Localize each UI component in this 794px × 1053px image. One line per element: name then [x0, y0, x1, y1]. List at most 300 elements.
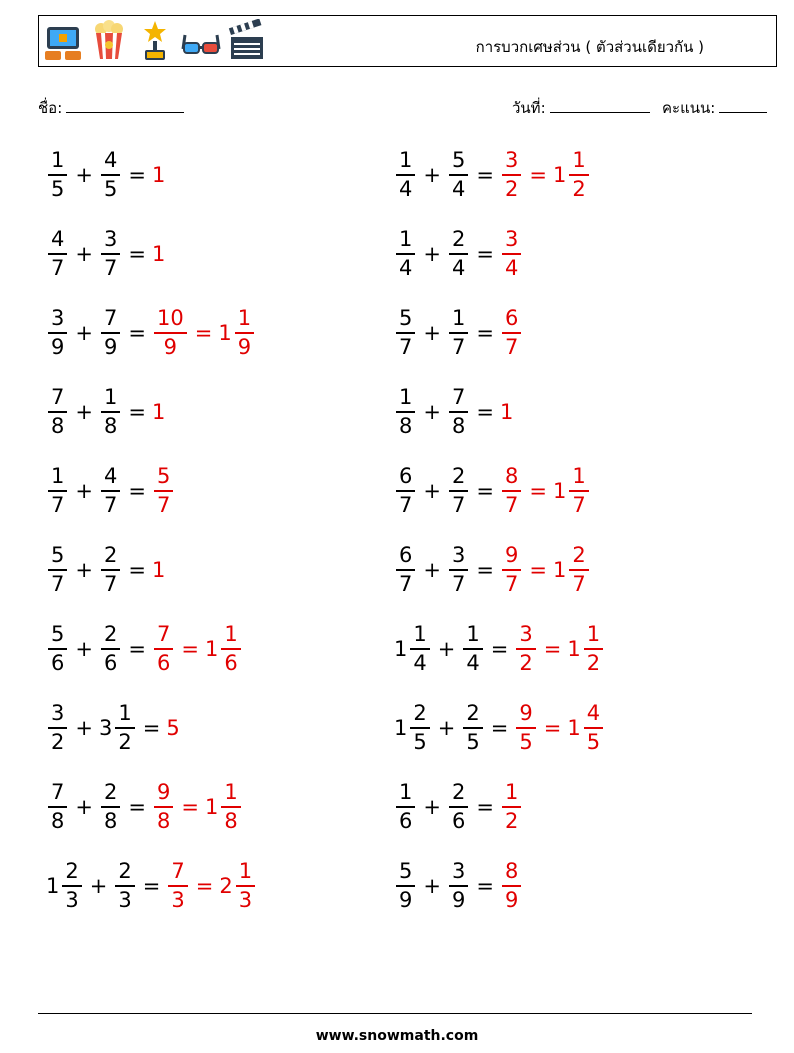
whole-part: 1: [567, 716, 581, 740]
answer: [152, 163, 166, 187]
3d-glasses-icon: [181, 19, 221, 63]
denominator: 7: [103, 572, 118, 596]
answer: [205, 782, 243, 832]
denominator: 2: [504, 809, 519, 833]
denominator: 2: [118, 730, 132, 754]
denominator: 8: [224, 809, 238, 833]
fraction: [449, 229, 468, 279]
denominator: 7: [103, 256, 118, 280]
denominator: 9: [237, 335, 252, 359]
whole-part: 1: [552, 558, 567, 582]
numerator: 2: [569, 545, 588, 571]
answer: [166, 861, 189, 911]
mixed-number: [447, 308, 470, 358]
plus-sign: +: [75, 321, 93, 345]
mixed-number: [394, 703, 432, 753]
footer-url: www.snowmath.com: [315, 1028, 479, 1044]
whole-part: 1: [567, 637, 581, 661]
answer: [514, 703, 537, 753]
denominator: 8: [103, 809, 118, 833]
denominator: 7: [156, 493, 171, 517]
score-blank[interactable]: [719, 98, 767, 113]
score-label: คะแนน:: [662, 99, 716, 117]
numerator: 1: [48, 466, 67, 492]
denominator: 9: [51, 335, 65, 359]
answer: [500, 229, 523, 279]
denominator: 7: [451, 335, 466, 359]
fraction: [62, 861, 81, 911]
mixed-number: [394, 545, 417, 595]
numerator: 5: [154, 466, 173, 492]
denominator: 2: [504, 177, 519, 201]
denominator: 9: [103, 335, 118, 359]
denominator: 7: [504, 493, 519, 517]
denominator: 8: [156, 809, 171, 833]
equals-sign: =: [543, 637, 562, 661]
numerator: 1: [396, 229, 415, 255]
numerator: 2: [449, 229, 468, 255]
equals-sign: =: [128, 558, 146, 582]
numerator: 1: [396, 387, 415, 413]
fraction: [48, 466, 67, 516]
fraction: [449, 308, 468, 358]
fraction: [396, 782, 415, 832]
answer: [152, 400, 166, 424]
problem-11: [46, 540, 166, 600]
name-label: ชื่อ:: [38, 99, 63, 117]
fraction: [410, 703, 429, 753]
numerator: 1: [569, 466, 588, 492]
fraction: [449, 466, 468, 516]
fraction: [396, 545, 415, 595]
fraction: [449, 545, 468, 595]
fraction: [101, 229, 120, 279]
fraction: [221, 624, 240, 674]
whole-part: 1: [394, 637, 408, 661]
numerator: 8: [502, 466, 521, 492]
fraction: [502, 229, 521, 279]
trophy-icon: [135, 19, 175, 63]
denominator: 7: [103, 493, 118, 517]
fraction: [569, 545, 588, 595]
equals-sign: =: [181, 795, 199, 819]
fraction: [396, 861, 415, 911]
problem-7: [46, 382, 166, 442]
numerator: 1: [584, 624, 603, 650]
equals-sign: =: [529, 479, 547, 503]
whole-part: 1: [218, 321, 232, 345]
plus-sign: +: [75, 479, 93, 503]
mixed-number: [46, 624, 69, 674]
numerator: 2: [449, 466, 468, 492]
date-blank[interactable]: [550, 98, 650, 113]
plus-sign: +: [437, 637, 456, 661]
numerator: 8: [502, 861, 521, 887]
denominator: 7: [504, 572, 519, 596]
numerator: 2: [62, 861, 81, 887]
denominator: 5: [586, 730, 601, 754]
problem-5: [46, 303, 256, 363]
fraction: [48, 308, 67, 358]
denominator: 4: [413, 651, 427, 675]
date-field[interactable]: [512, 96, 650, 120]
denominator: 3: [118, 888, 132, 912]
fraction: [502, 150, 521, 200]
equals-sign: =: [128, 637, 146, 661]
whole-part: 1: [394, 716, 408, 740]
fraction: [101, 466, 120, 516]
mixed-number: [447, 861, 470, 911]
equals-sign: =: [142, 716, 161, 740]
equals-sign: =: [128, 163, 146, 187]
problem-9: [46, 461, 175, 521]
answer: [553, 545, 591, 595]
numerator: 4: [101, 466, 120, 492]
answer: [166, 716, 180, 740]
score-field[interactable]: [662, 96, 767, 120]
denominator: 7: [399, 335, 413, 359]
equals-sign: =: [476, 242, 494, 266]
numerator: 1: [396, 150, 415, 176]
whole-part: 3: [98, 716, 113, 740]
denominator: 8: [399, 414, 413, 438]
problem-14: [394, 619, 605, 679]
numerator: 7: [101, 308, 120, 334]
denominator: 9: [163, 335, 178, 359]
whole-part: 1: [46, 874, 60, 898]
plus-sign: +: [89, 874, 108, 898]
numerator: 1: [221, 624, 240, 650]
plus-sign: +: [423, 163, 441, 187]
fraction: [584, 703, 603, 753]
equals-sign: =: [529, 163, 547, 187]
mixed-number: [99, 466, 122, 516]
denominator: 8: [103, 414, 118, 438]
numerator: 7: [449, 387, 468, 413]
whole-part: 1: [552, 163, 567, 187]
mixed-number: [447, 545, 470, 595]
mixed-number: [447, 782, 470, 832]
fraction: [396, 229, 415, 279]
answer: [500, 466, 523, 516]
whole-part: 5: [166, 716, 180, 740]
fraction: [396, 466, 415, 516]
problem-1: [46, 145, 166, 205]
problem-2: [394, 145, 591, 205]
problem-17: [46, 777, 243, 837]
denominator: 7: [51, 256, 65, 280]
denominator: 5: [51, 177, 65, 201]
numerator: 1: [115, 703, 134, 729]
plus-sign: +: [75, 242, 93, 266]
plus-sign: +: [423, 479, 441, 503]
numerator: 2: [463, 703, 482, 729]
plus-sign: +: [423, 874, 441, 898]
mixed-number: [99, 545, 122, 595]
numerator: 1: [235, 308, 254, 334]
plus-sign: +: [423, 795, 441, 819]
numerator: 1: [463, 624, 482, 650]
fraction: [101, 150, 120, 200]
whole-part: 1: [204, 795, 219, 819]
mixed-number: [394, 229, 417, 279]
equals-sign: =: [490, 637, 509, 661]
numerator: 7: [48, 782, 67, 808]
equals-sign: =: [476, 321, 494, 345]
fraction: [396, 150, 415, 200]
monitor-icon: [43, 19, 83, 63]
numerator: 1: [236, 861, 255, 887]
numerator: 3: [516, 624, 535, 650]
whole-part: 1: [151, 242, 166, 266]
fraction: [221, 782, 240, 832]
denominator: 6: [103, 651, 118, 675]
mixed-number: [46, 229, 69, 279]
fraction: [516, 624, 535, 674]
worksheet-header: [38, 15, 777, 67]
worksheet-title: การบวกเศษส่วน ( ตัวส่วนเดียวกัน ): [475, 38, 704, 56]
mixed-number: [461, 624, 484, 674]
denominator: 4: [451, 256, 466, 280]
denominator: 8: [451, 414, 466, 438]
equals-sign: =: [476, 795, 494, 819]
name-blank[interactable]: [66, 98, 184, 113]
whole-part: 1: [151, 558, 166, 582]
mixed-number: [99, 308, 122, 358]
plus-sign: +: [75, 400, 93, 424]
footer-divider: [38, 1013, 752, 1014]
denominator: 7: [51, 493, 65, 517]
answer: [152, 558, 166, 582]
numerator: 2: [410, 703, 429, 729]
fraction: [48, 624, 67, 674]
fraction: [101, 308, 120, 358]
equals-sign: =: [142, 874, 161, 898]
problem-4: [394, 224, 523, 284]
numerator: 7: [168, 861, 187, 887]
numerator: 2: [115, 861, 134, 887]
numerator: 5: [48, 624, 67, 650]
name-field[interactable]: [38, 96, 184, 120]
mixed-number: [46, 387, 69, 437]
mixed-number: [394, 387, 417, 437]
fraction: [502, 466, 521, 516]
whole-part: 1: [499, 400, 514, 424]
plus-sign: +: [75, 558, 93, 582]
numerator: 3: [48, 703, 67, 729]
numerator: 1: [48, 150, 67, 176]
plus-sign: +: [75, 795, 93, 819]
fraction: [396, 308, 415, 358]
fraction: [154, 624, 173, 674]
mixed-number: [394, 861, 417, 911]
fraction: [569, 466, 588, 516]
problem-16: [394, 698, 605, 758]
mixed-number: [46, 150, 69, 200]
equals-sign: =: [490, 716, 509, 740]
mixed-number: [46, 703, 69, 753]
numerator: 4: [584, 703, 603, 729]
mixed-number: [394, 150, 417, 200]
answer: [152, 782, 175, 832]
numerator: 1: [502, 782, 521, 808]
numerator: 5: [396, 861, 415, 887]
equals-sign: =: [476, 479, 494, 503]
problem-6: [394, 303, 523, 363]
denominator: 2: [586, 651, 601, 675]
fraction: [569, 150, 588, 200]
fraction: [236, 861, 255, 911]
mixed-number: [447, 150, 470, 200]
denominator: 7: [51, 572, 65, 596]
numerator: 3: [449, 861, 468, 887]
whole-part: 1: [151, 163, 166, 187]
numerator: 4: [48, 229, 67, 255]
fraction: [502, 861, 521, 911]
equals-sign: =: [529, 558, 547, 582]
denominator: 7: [572, 572, 586, 596]
problem-15: [46, 698, 181, 758]
answer: [553, 466, 591, 516]
numerator: 9: [154, 782, 173, 808]
fraction: [154, 466, 173, 516]
equals-sign: =: [543, 716, 562, 740]
mixed-number: [99, 387, 122, 437]
popcorn-icon: [89, 19, 129, 63]
problem-3: [46, 224, 166, 284]
equals-sign: =: [194, 321, 213, 345]
denominator: 5: [466, 730, 480, 754]
answer: [514, 624, 537, 674]
fraction: [449, 782, 468, 832]
denominator: 4: [504, 256, 519, 280]
fraction: [48, 387, 67, 437]
denominator: 8: [51, 809, 65, 833]
denominator: 3: [171, 888, 185, 912]
numerator: 4: [101, 150, 120, 176]
mixed-number: [394, 624, 432, 674]
mixed-number: [113, 861, 136, 911]
fraction: [115, 703, 134, 753]
numerator: 2: [449, 782, 468, 808]
numerator: 3: [48, 308, 67, 334]
denominator: 2: [572, 177, 586, 201]
mixed-number: [447, 229, 470, 279]
fraction: [154, 308, 187, 358]
denominator: 3: [238, 888, 253, 912]
numerator: 2: [101, 624, 120, 650]
fraction: [410, 624, 429, 674]
answer: [500, 545, 523, 595]
clapperboard-icon: [227, 19, 267, 63]
equals-sign: =: [476, 874, 494, 898]
answer: [567, 703, 605, 753]
denominator: 4: [399, 177, 413, 201]
fraction: [463, 624, 482, 674]
equals-sign: =: [128, 479, 146, 503]
fraction: [48, 150, 67, 200]
mixed-number: [461, 703, 484, 753]
denominator: 6: [224, 651, 238, 675]
fraction: [235, 308, 254, 358]
whole-part: 1: [204, 637, 219, 661]
fraction: [584, 624, 603, 674]
numerator: 5: [396, 308, 415, 334]
mixed-number: [99, 229, 122, 279]
denominator: 5: [519, 730, 533, 754]
whole-part: 2: [219, 874, 233, 898]
fraction: [48, 229, 67, 279]
problem-13: [46, 619, 243, 679]
problem-10: [394, 461, 591, 521]
numerator: 1: [221, 782, 240, 808]
problem-19: [46, 856, 257, 916]
problem-18: [394, 777, 523, 837]
problem-20: [394, 856, 523, 916]
answer: [152, 466, 175, 516]
fraction: [502, 545, 521, 595]
plus-sign: +: [423, 321, 441, 345]
numerator: 3: [101, 229, 120, 255]
fraction: [101, 545, 120, 595]
mixed-number: [46, 466, 69, 516]
denominator: 7: [399, 572, 413, 596]
fraction: [48, 703, 67, 753]
problem-8: [394, 382, 514, 442]
numerator: 3: [502, 229, 521, 255]
denominator: 3: [65, 888, 79, 912]
numerator: 1: [449, 308, 468, 334]
equals-sign: =: [181, 637, 199, 661]
answer: [219, 861, 257, 911]
equals-sign: =: [476, 163, 494, 187]
denominator: 9: [504, 888, 519, 912]
date-label: วันที่:: [512, 99, 546, 117]
numerator: 5: [48, 545, 67, 571]
plus-sign: +: [75, 163, 93, 187]
answer: [500, 150, 523, 200]
numerator: 1: [569, 150, 588, 176]
answer: [500, 308, 523, 358]
fraction: [396, 387, 415, 437]
denominator: 6: [156, 651, 171, 675]
mixed-number: [447, 387, 470, 437]
denominator: 6: [51, 651, 65, 675]
mixed-number: [46, 861, 84, 911]
numerator: 2: [101, 545, 120, 571]
mixed-number: [394, 308, 417, 358]
denominator: 6: [399, 809, 413, 833]
mixed-number: [99, 150, 122, 200]
plus-sign: +: [423, 558, 441, 582]
plus-sign: +: [423, 400, 441, 424]
fraction: [502, 782, 521, 832]
numerator: 7: [154, 624, 173, 650]
numerator: 6: [396, 466, 415, 492]
denominator: 6: [451, 809, 466, 833]
answer: [500, 861, 523, 911]
equals-sign: =: [128, 321, 146, 345]
denominator: 4: [399, 256, 413, 280]
numerator: 9: [516, 703, 535, 729]
fraction: [168, 861, 187, 911]
equals-sign: =: [476, 400, 494, 424]
answer: [500, 400, 514, 424]
mixed-number: [46, 782, 69, 832]
plus-sign: +: [75, 716, 93, 740]
denominator: 7: [572, 493, 586, 517]
header-icons: [43, 19, 267, 63]
